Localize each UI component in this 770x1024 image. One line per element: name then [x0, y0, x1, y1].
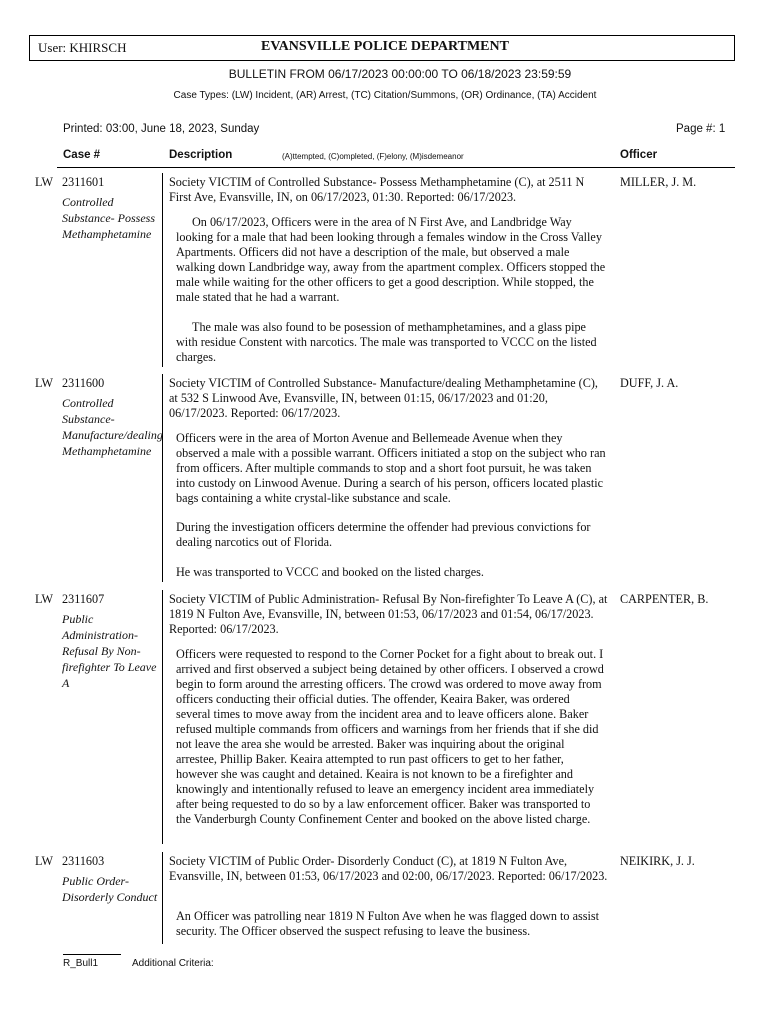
column-description: Description	[169, 149, 233, 161]
entry-narrative: The male was also found to be posession of methamphetamines, and a glass pipe with residue Constent with narcotics. The male was transported to VCCC on the listed charges.	[176, 320, 597, 364]
bulletin-range: BULLETIN FROM 06/17/2023 00:00:00 TO 06/18/2023 23:59:59	[228, 67, 572, 81]
entry-narrative: Officers were in the area of Morton Avenue and Bellemeade Avenue when they observed a male with a possible warrant. Officers initiated a stop on the subject who ran from officers. After multiple commands to stop and a short foot pursuit, he was taken into custody on Linwood Avenue. During a search of his person, officers located plastic bags containing a white crystal-like substance and scale.	[176, 431, 606, 505]
entry-divider	[162, 173, 163, 367]
case-number: 2311600	[62, 376, 105, 390]
case-number: 2311607	[62, 592, 105, 606]
case-number: 2311601	[62, 175, 105, 189]
footer-rule	[63, 954, 121, 955]
entry-description: Society VICTIM of Public Administration- Refusal By Non-firefighter To Leave A (C), at 1819 N Fulton Ave, Evansville, IN, between 01:53, 06/17/2023 and 01:54, 06/17/2023. Reported: 06/17/2023.	[169, 592, 608, 636]
department-title: EVANSVILLE POLICE DEPARTMENT	[261, 39, 509, 54]
entry-type: LW	[35, 376, 54, 390]
header-rule	[57, 167, 735, 168]
officer-name: CARPENTER, B.	[620, 592, 709, 606]
entry-divider	[162, 374, 163, 582]
case-number: 2311603	[62, 854, 105, 868]
column-case: Case #	[63, 149, 101, 161]
additional-criteria: Additional Criteria:	[132, 958, 214, 969]
printed-date: Printed: 03:00, June 18, 2023, Sunday	[63, 123, 260, 135]
officer-name: DUFF, J. A.	[620, 376, 679, 390]
user-label: User: KHIRSCH	[38, 40, 127, 55]
officer-name: NEIKIRK, J. J.	[620, 854, 695, 868]
entry-narrative: He was transported to VCCC and booked on the listed charges.	[176, 565, 484, 579]
entry-type: LW	[35, 854, 54, 868]
legend: (A)ttempted, (C)ompleted, (F)elony, (M)isdemeanor	[282, 152, 464, 161]
entry-narrative: An Officer was patrolling near 1819 N Fulton Ave when he was flagged down to assist security. The Officer observed the suspect refusing to leave the business.	[176, 909, 599, 938]
case-type: Public Administration- Refusal By Non-firefighter To Leave A	[62, 612, 157, 690]
entry-description: Society VICTIM of Public Order- Disorderly Conduct (C), at 1819 N Fulton Ave, Evansville, IN, between 01:53, 06/17/2023 and 02:00, 06/17/2023. Reported: 06/17/2023.	[169, 854, 608, 883]
case-type: Public Order- Disorderly Conduct	[62, 874, 158, 904]
officer-name: MILLER, J. M.	[620, 175, 697, 189]
case-types: Case Types: (LW) Incident, (AR) Arrest, (TC) Citation/Summons, (OR) Ordinance, (TA) Accident	[173, 90, 597, 101]
case-type: Controlled Substance- Manufacture/dealing Methamphetamine	[62, 396, 163, 458]
entry-narrative: On 06/17/2023, Officers were in the area of N First Ave, and Landbridge Way looking for a male that had been looking through a females window in the Cross Valley Apartments. Officers did not have a description of the male, but observed a male walking down Landbridge way, away from the apartment complex. Officers stopped the male while waiting for the other officers to get a good description. While stopped, the male stated that he had a warrant.	[176, 215, 606, 304]
entry-divider	[162, 852, 163, 944]
entry-narrative: During the investigation officers determine the offender had previous convictions for dealing narcotics out of Florida.	[176, 520, 591, 549]
case-type: Controlled Substance- Possess Methamphetamine	[62, 195, 155, 241]
entry-type: LW	[35, 175, 54, 189]
entry-type: LW	[35, 592, 54, 606]
entry-divider	[162, 590, 163, 844]
entry-description: Society VICTIM of Controlled Substance- Manufacture/dealing Methamphetamine (C), at 532 S Linwood Ave, Evansville, IN, between 01:15, 06/17/2023 and 01:20, 06/17/2023. Reported: 06/17/2023.	[169, 376, 598, 420]
page-number: Page #: 1	[676, 123, 726, 135]
entry-narrative: Officers were requested to respond to the Corner Pocket for a fight about to break out. I arrived and first observed a subject being detained by other officers. I observed a crowd begin to form around the arresting officers. The crowd was ordered to move away from officers conducting their official duties. The offender, Keaira Baker, was ordered several times to move away from the incident area and to leave officers alone. Baker refused multiple commands from officers and warnings from her friends that if she did not leave the area she would be arrested. Baker was inquiring about the original arrestee, Phillip Baker. Keaira attempted to run past officers to get to her father, however she was caught and detained. Keaira is not known to be a firefighter and knowingly and intentionally refused to leave an emergency incident area immediately after being requested to do so by a law enforcement officer. Baker was transported to the Vanderburgh County Confinement Center and booked on the above listed charge.	[176, 647, 604, 826]
report-id: R_Bull1	[63, 958, 99, 969]
entry-description: Society VICTIM of Controlled Substance- Possess Methamphetamine (C), at 2511 N First Ave, Evansville, IN, on 06/17/2023, 01:30. Reported: 06/17/2023.	[169, 175, 585, 204]
column-officer: Officer	[620, 149, 658, 161]
